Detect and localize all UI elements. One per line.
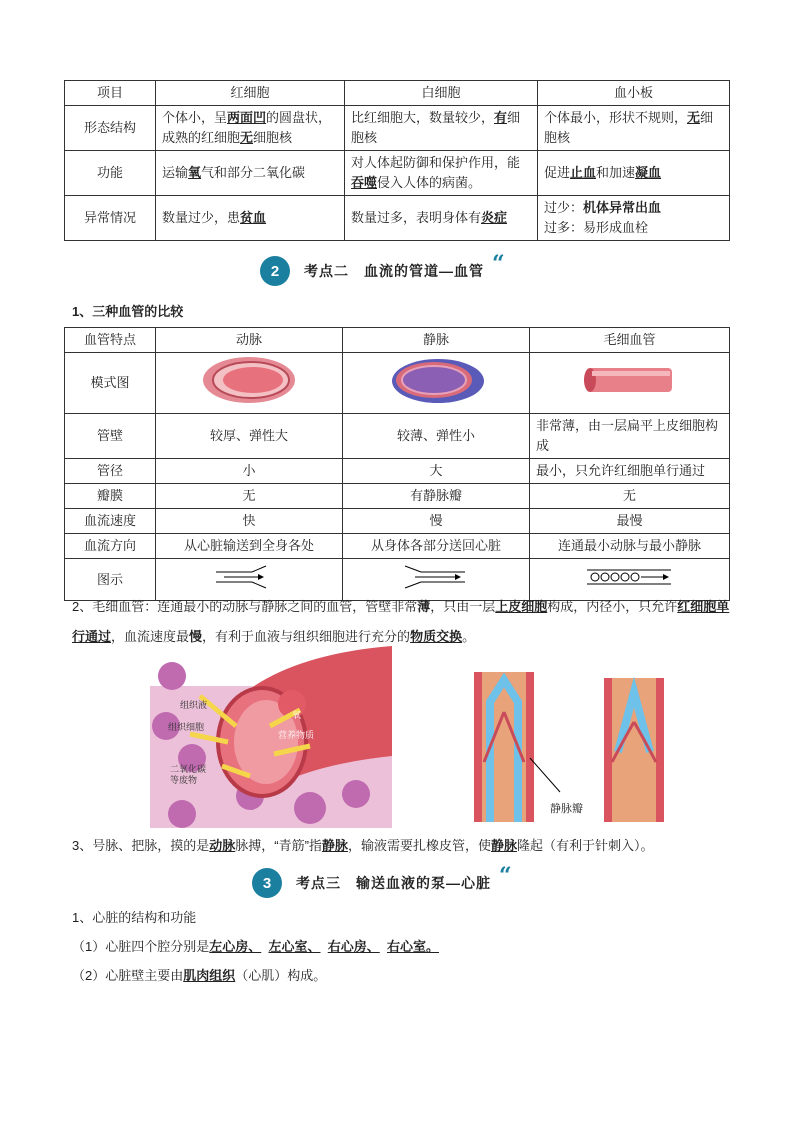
subtitle: 1、三种血管的比较 [72,304,184,319]
vein-valve-figure [462,672,672,830]
row-label: 瓣膜 [65,484,156,509]
cell: 连通最小动脉与最小静脉 [530,534,730,559]
cell: 数量过少，患贫血 [156,196,345,241]
vessel-table [64,327,730,601]
figure-label: 组织细胞 [168,722,205,732]
cell: 最慢 [530,509,730,534]
cell: 无 [530,484,730,509]
section-heading-2 [260,251,505,286]
cell: 快 [156,509,343,534]
th-platelet: 血小板 [538,81,730,106]
section-number: 3 [252,868,282,898]
heart-title: 1、心脏的结构和功能 [72,910,197,925]
section-title: 考点二 血流的管道—血管 [304,263,484,279]
th-wbc: 白细胞 [345,81,538,106]
artery-diagram [156,353,343,414]
row-label: 异常情况 [65,196,156,241]
row-label: 图示 [65,559,156,601]
cell: 运输氧气和部分二氧化碳 [156,151,345,196]
figure-label: 氧 [292,710,302,720]
cell: 从心脏输送到全身各处 [156,534,343,559]
quote-icon: “ [492,251,505,277]
cell: 数量过多，表明身体有炎症 [345,196,538,241]
cell: 有静脉瓣 [343,484,530,509]
figure-label: 二氧化碳 等废物 [170,764,207,785]
th-capillary: 毛细血管 [530,328,730,353]
cell: 个体最小，形状不规则，无细胞核 [538,106,730,151]
capillary-diagram [530,353,730,414]
th-feature: 血管特点 [65,328,156,353]
cell: 较厚、弹性大 [156,414,343,459]
cell: 从身体各部分送回心脏 [343,534,530,559]
cell: 小 [156,459,343,484]
cell: 无 [156,484,343,509]
capillary-exchange-figure [150,646,392,828]
figure-label: 营养物质 [278,730,315,740]
row-label: 模式图 [65,353,156,414]
th-artery: 动脉 [156,328,343,353]
th-item: 项目 [65,81,156,106]
capillary-paragraph: 2、毛细血管：连通最小的动脉与静脉之间的血管，管壁非常薄，只由一层上皮细胞构成，内径小，只允许红细胞单行通过，血流速度最慢，有利于血液与组织细胞进行充分的物质交换。 [72,599,730,644]
cell: 较薄、弹性小 [343,414,530,459]
row-label: 血流速度 [65,509,156,534]
row-label: 功能 [65,151,156,196]
cell: 过少：机体异常出血 过多：易形成血栓 [538,196,730,241]
cell: 对人体起防御和保护作用，能吞噬侵入人体的病菌。 [345,151,538,196]
vein-diagram [343,353,530,414]
section-title: 考点三 输送血液的泵—心脏 [296,875,491,891]
pulse-paragraph: 3、号脉、把脉，摸的是动脉脉搏，“青筋”指静脉，输液需要扎橡皮管，使静脉隆起（有利于针刺入）。 [72,838,654,853]
heart-wall-line: （2）心脏壁主要由肌肉组织（心肌）构成。 [72,968,327,983]
th-vein: 静脉 [343,328,530,353]
section-number: 2 [260,256,290,286]
section-heading-3 [252,863,512,898]
quote-icon: “ [499,863,512,889]
th-rbc: 红细胞 [156,81,345,106]
figure-label: 组织液 [180,700,208,710]
cell: 非常薄，由一层扁平上皮细胞构成 [530,414,730,459]
cell: 促进止血和加速凝血 [538,151,730,196]
cell: 大 [343,459,530,484]
row-label: 形态结构 [65,106,156,151]
row-label: 管径 [65,459,156,484]
cell: 比红细胞大，数量较少，有细胞核 [345,106,538,151]
cell: 最小，只允许红细胞单行通过 [530,459,730,484]
cell: 个体小，呈两面凹的圆盘状，成熟的红细胞无细胞核 [156,106,345,151]
cell: 慢 [343,509,530,534]
valve-label: 静脉瓣 [550,803,583,815]
row-label: 管壁 [65,414,156,459]
heart-chambers-line: （1）心脏四个腔分别是左心房、 左心室、 右心房、 右心室。 [72,939,439,954]
row-label: 血流方向 [65,534,156,559]
blood-cells-table [64,80,730,241]
